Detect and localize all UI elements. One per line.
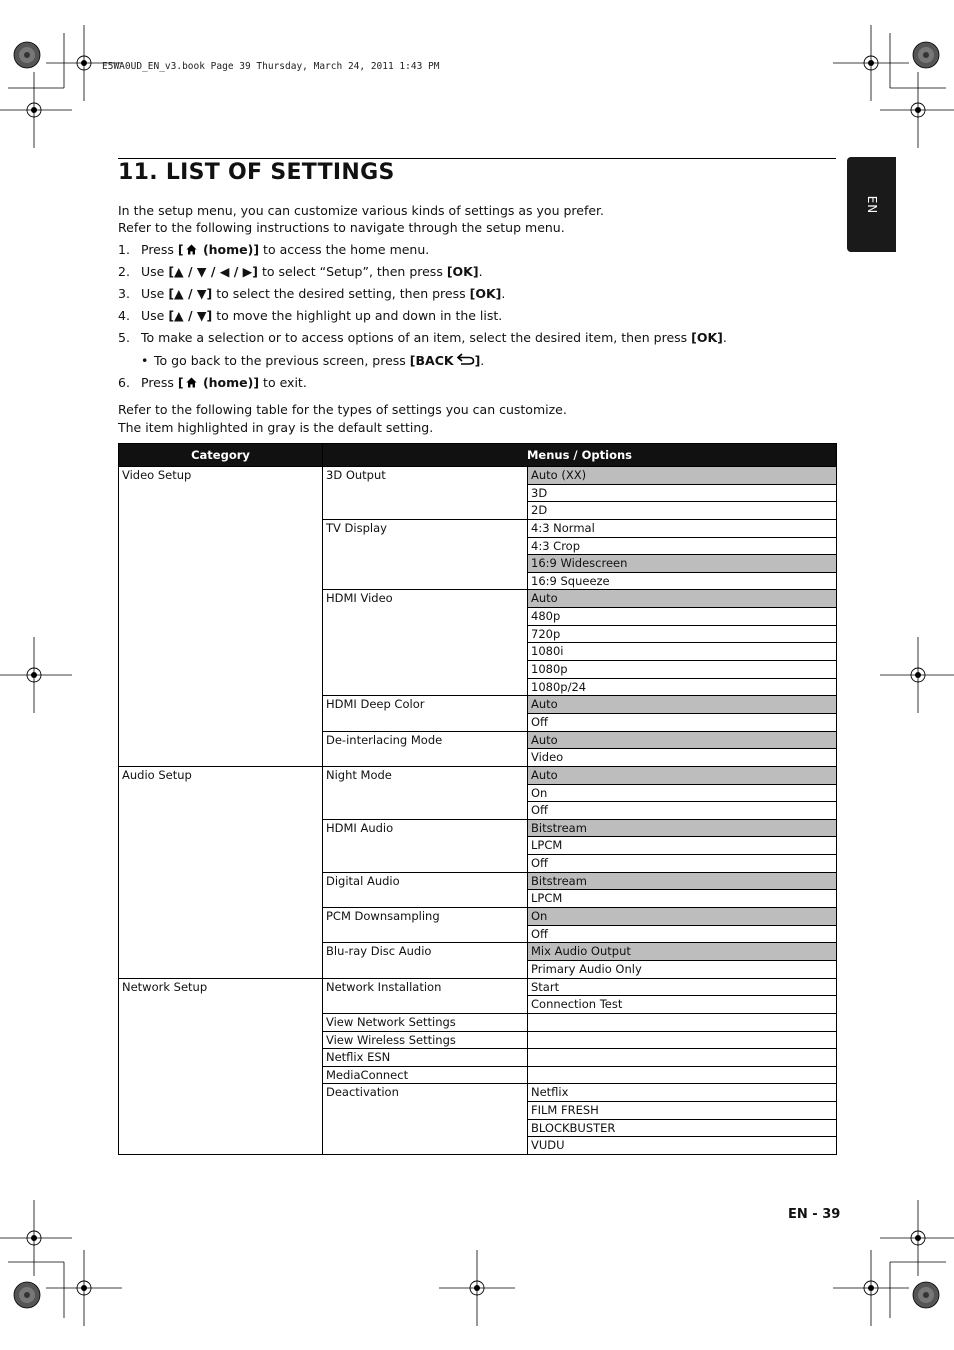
option-cell <box>528 1031 837 1049</box>
option-cell: Primary Audio Only <box>528 960 837 978</box>
option-cell: Off <box>528 713 837 731</box>
step-number: 3. <box>118 286 130 301</box>
option-cell: BLOCKBUSTER <box>528 1119 837 1137</box>
intro-line-1: In the setup menu, you can customize various kinds of settings as you prefer. <box>118 203 605 218</box>
step-number: 4. <box>118 308 130 323</box>
option-cell: Off <box>528 802 837 820</box>
option-cell: 1080p/24 <box>528 678 837 696</box>
default-option-cell: Auto <box>528 766 837 784</box>
option-cell: VUDU <box>528 1137 837 1155</box>
option-cell: 4:3 Crop <box>528 537 837 555</box>
menu-cell: Deactivation <box>323 1084 528 1155</box>
table-intro-line-2: The item highlighted in gray is the default setting. <box>118 420 434 435</box>
option-cell: Netflix <box>528 1084 837 1102</box>
default-option-cell: Bitstream <box>528 872 837 890</box>
option-cell <box>528 1049 837 1067</box>
back-arrow-icon <box>457 353 475 365</box>
default-option-cell: Auto <box>528 696 837 714</box>
menu-cell: Digital Audio <box>323 872 528 907</box>
option-cell <box>528 1066 837 1084</box>
menu-cell: Netflix ESN <box>323 1049 528 1067</box>
menu-cell: View Wireless Settings <box>323 1031 528 1049</box>
default-option-cell: Auto (XX) <box>528 467 837 485</box>
menu-cell: HDMI Audio <box>323 819 528 872</box>
bullet: • <box>141 353 149 368</box>
table-intro-line-1: Refer to the following table for the types of settings you can customize. <box>118 402 567 417</box>
menu-cell: De-interlacing Mode <box>323 731 528 766</box>
option-cell: FILM FRESH <box>528 1102 837 1120</box>
table-row <box>119 766 837 784</box>
step-number: 5. <box>118 330 130 345</box>
intro-line-2: Refer to the following instructions to navigate through the setup menu. <box>118 220 565 235</box>
table-row <box>119 467 837 485</box>
default-option-cell: Auto <box>528 731 837 749</box>
table-row <box>119 978 837 996</box>
settings-table <box>118 443 837 1155</box>
option-cell: 480p <box>528 608 837 626</box>
option-cell: Connection Test <box>528 996 837 1014</box>
settings-table-body <box>119 467 837 1155</box>
file-info-header: E5WA0UD_EN_v3.book Page 39 Thursday, March 24, 2011 1:43 PM <box>102 61 440 72</box>
option-cell: 16:9 Squeeze <box>528 572 837 590</box>
page-title: 11. LIST OF SETTINGS <box>118 160 395 185</box>
home-icon <box>186 244 197 255</box>
step-number: 2. <box>118 264 130 279</box>
option-cell: 1080p <box>528 661 837 679</box>
title-rule <box>118 158 836 159</box>
menu-cell: HDMI Deep Color <box>323 696 528 731</box>
option-cell: LPCM <box>528 890 837 908</box>
language-tab-label: EN <box>864 195 879 214</box>
menu-cell: Network Installation <box>323 978 528 1013</box>
menu-cell: HDMI Video <box>323 590 528 696</box>
option-cell: 1080i <box>528 643 837 661</box>
default-option-cell: Mix Audio Output <box>528 943 837 961</box>
step-number: 1. <box>118 242 130 257</box>
option-cell: 2D <box>528 502 837 520</box>
category-header: Category <box>119 444 323 467</box>
table-header-row <box>119 444 837 467</box>
category-cell: Audio Setup <box>119 766 323 978</box>
default-option-cell: On <box>528 908 837 926</box>
option-cell: On <box>528 784 837 802</box>
option-cell: 3D <box>528 484 837 502</box>
option-cell: Off <box>528 925 837 943</box>
option-cell: LPCM <box>528 837 837 855</box>
default-option-cell: Bitstream <box>528 819 837 837</box>
option-cell: Start <box>528 978 837 996</box>
menu-cell: Blu-ray Disc Audio <box>323 943 528 978</box>
option-cell: Video <box>528 749 837 767</box>
menu-cell: PCM Downsampling <box>323 908 528 943</box>
language-tab <box>847 157 896 252</box>
menu-cell: TV Display <box>323 519 528 590</box>
menus-header: Menus / Options <box>323 444 837 467</box>
category-cell: Video Setup <box>119 467 323 767</box>
option-cell: Off <box>528 855 837 873</box>
menu-cell: 3D Output <box>323 467 528 520</box>
menu-cell: View Network Settings <box>323 1013 528 1031</box>
step-number: 6. <box>118 375 130 390</box>
category-cell: Network Setup <box>119 978 323 1154</box>
default-option-cell: 16:9 Widescreen <box>528 555 837 573</box>
home-icon <box>186 377 197 388</box>
default-option-cell: Auto <box>528 590 837 608</box>
option-cell <box>528 1013 837 1031</box>
option-cell: 720p <box>528 625 837 643</box>
menu-cell: MediaConnect <box>323 1066 528 1084</box>
page-number: EN - 39 <box>788 1207 841 1222</box>
option-cell: 4:3 Normal <box>528 519 837 537</box>
menu-cell: Night Mode <box>323 766 528 819</box>
